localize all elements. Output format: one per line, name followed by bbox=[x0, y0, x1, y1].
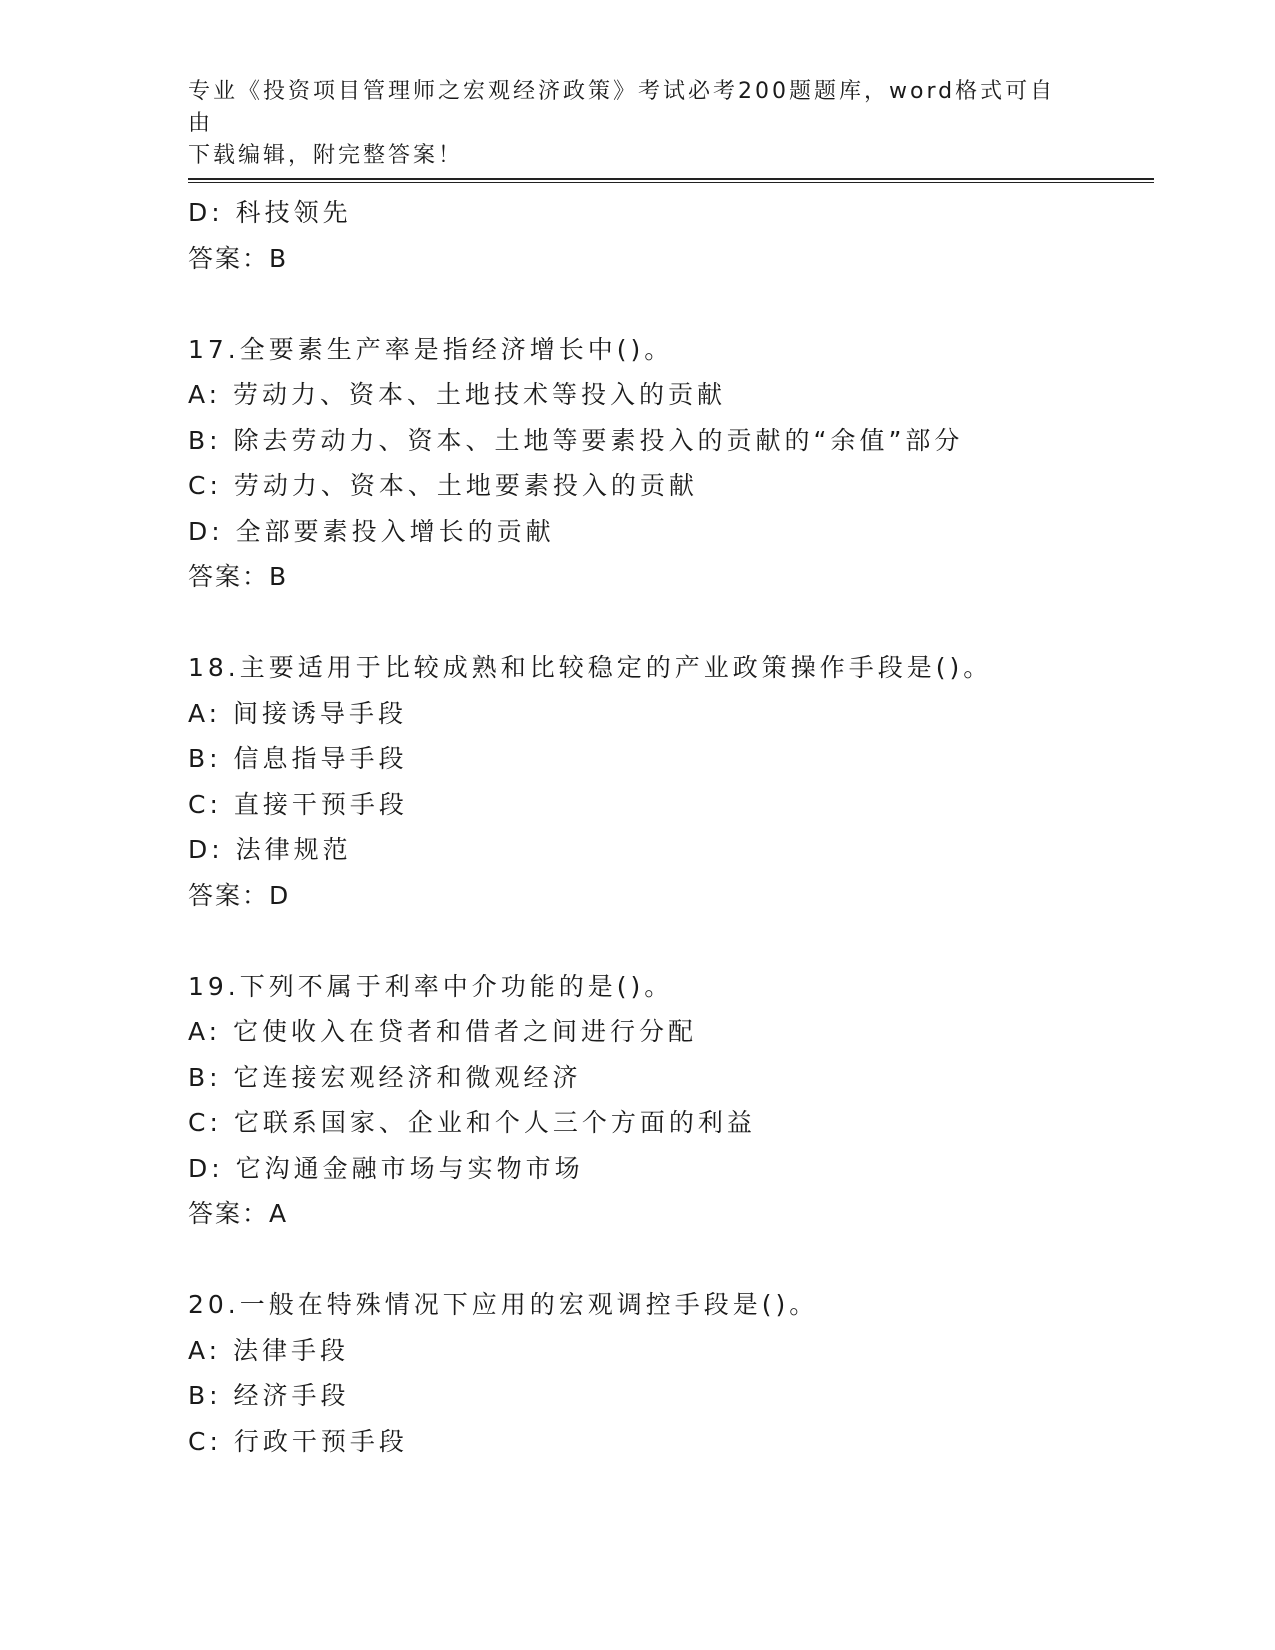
answer-line: 答案：D bbox=[188, 880, 291, 910]
spacer bbox=[188, 918, 1154, 964]
answer-line: 答案：B bbox=[188, 243, 289, 273]
answer-line: 答案：A bbox=[188, 1199, 289, 1228]
option-d: D: 它沟通金融市场与实物市场 bbox=[188, 1153, 584, 1183]
question-block-16 bbox=[188, 190, 1154, 281]
document-header bbox=[188, 76, 1068, 172]
header-line-2: 下载编辑，附完整答案！ bbox=[188, 143, 464, 168]
option-c: C: 行政干预手段 bbox=[188, 1426, 408, 1456]
spacer bbox=[188, 600, 1154, 646]
header-line-1: 专业《投资项目管理师之宏观经济政策》考试必考200题题库，word格式可自由 bbox=[188, 79, 1056, 136]
option-a: A: 间接诱导手段 bbox=[188, 698, 408, 728]
option-b: B: 信息指导手段 bbox=[188, 744, 408, 773]
answer-line: 答案：B bbox=[188, 562, 289, 591]
question-block-19 bbox=[188, 964, 1154, 1237]
option-b: B: 除去劳动力、资本、土地等要素投入的贡献的“余值”部分 bbox=[188, 425, 964, 455]
question-stem: 20.一般在特殊情况下应用的宏观调控手段是()。 bbox=[188, 1290, 819, 1319]
option-a: A: 它使收入在贷者和借者之间进行分配 bbox=[188, 1017, 698, 1046]
option-d: D: 全部要素投入增长的贡献 bbox=[188, 516, 555, 546]
option-d: D: 法律规范 bbox=[188, 835, 352, 864]
question-stem: 19.下列不属于利率中介功能的是()。 bbox=[188, 971, 674, 1001]
spacer bbox=[188, 1237, 1154, 1283]
option-d: D: 科技领先 bbox=[188, 198, 352, 227]
option-b: B: 它连接宏观经济和微观经济 bbox=[188, 1062, 582, 1092]
header-divider bbox=[188, 178, 1154, 183]
question-list bbox=[188, 190, 1154, 1464]
option-a: A: 法律手段 bbox=[188, 1335, 350, 1365]
option-a: A: 劳动力、资本、土地技术等投入的贡献 bbox=[188, 380, 727, 409]
option-c: C: 它联系国家、企业和个人三个方面的利益 bbox=[188, 1108, 756, 1137]
question-stem: 17.全要素生产率是指经济增长中()。 bbox=[188, 334, 674, 364]
option-b: B: 经济手段 bbox=[188, 1381, 350, 1410]
option-c: C: 劳动力、资本、土地要素投入的贡献 bbox=[188, 471, 698, 500]
question-block-17 bbox=[188, 327, 1154, 600]
spacer bbox=[188, 281, 1154, 327]
question-block-20 bbox=[188, 1282, 1154, 1464]
question-stem: 18.主要适用于比较成熟和比较稳定的产业政策操作手段是()。 bbox=[188, 653, 993, 682]
option-c: C: 直接干预手段 bbox=[188, 789, 408, 819]
question-block-18 bbox=[188, 645, 1154, 918]
